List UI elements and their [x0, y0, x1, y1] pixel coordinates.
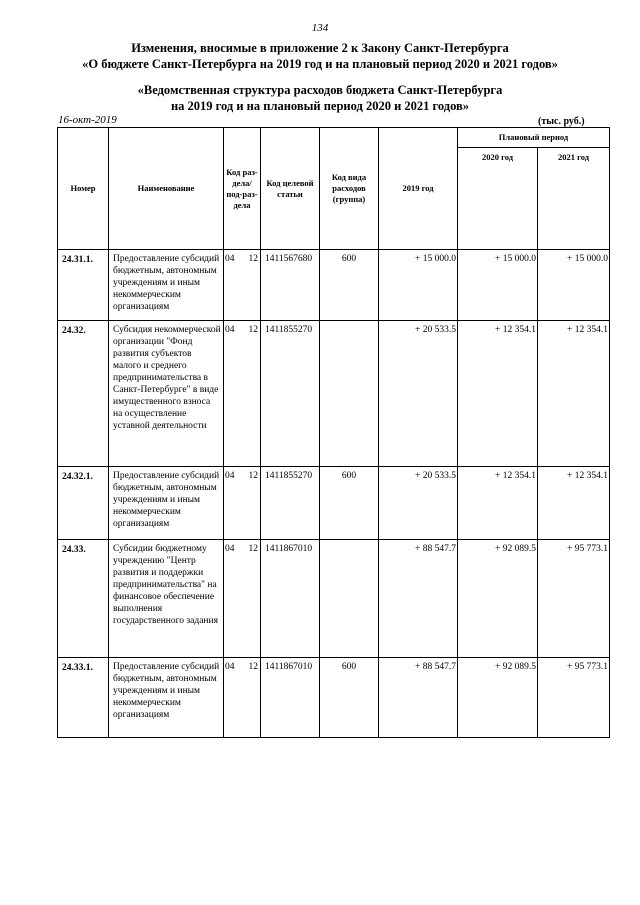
- page-number: 134: [311, 22, 329, 34]
- budget-table: [57, 127, 610, 738]
- row-type: 600: [320, 467, 379, 540]
- row-section: [224, 250, 261, 321]
- row-2020: + 15 000.0: [458, 250, 538, 321]
- table-row: [58, 540, 610, 658]
- row-2020: + 12 354.1: [458, 321, 538, 467]
- section-code: 04: [225, 544, 235, 554]
- row-number: 24.32.1.: [58, 467, 109, 540]
- row-target: 1411567680: [261, 250, 320, 321]
- title-line-2: «О бюджете Санкт-Петербурга на 2019 год и на плановый период 2020 и 2021 годов»: [82, 57, 558, 71]
- units-label: (тыс. руб.): [538, 116, 585, 127]
- row-2020: + 92 089.5: [458, 658, 538, 738]
- row-2020: + 12 354.1: [458, 467, 538, 540]
- row-name: Предоставление субсидий бюджетным, автономным учреждениям и иным некоммерческим организациям: [109, 467, 224, 540]
- document-date: 16-окт-2019: [58, 114, 117, 126]
- row-name: Субсидия некоммерческой организации "Фонд развития субъектов малого и среднего предпринимательства в Санкт-Петербурге" в виде имущественного взноса на осуществление уставной деятельности: [109, 321, 224, 467]
- subtitle-line-1: «Ведомственная структура расходов бюджета Санкт-Петербурга: [137, 83, 503, 97]
- row-number: 24.31.1.: [58, 250, 109, 321]
- row-2020: + 92 089.5: [458, 540, 538, 658]
- row-2021: + 95 773.1: [538, 658, 610, 738]
- row-2019: + 15 000.0: [379, 250, 458, 321]
- col-name-header: Наименование: [109, 128, 224, 250]
- col-type-header: Код вида расходов (группа): [320, 128, 379, 250]
- row-2019: + 88 547.7: [379, 658, 458, 738]
- row-type: 600: [320, 658, 379, 738]
- row-number: 24.33.1.: [58, 658, 109, 738]
- row-section: [224, 321, 261, 467]
- row-type: 600: [320, 250, 379, 321]
- row-name: Субсидии бюджетному учреждению "Центр развития и поддержки предпринимательства" на финансовое обеспечение выполнения государственного задания: [109, 540, 224, 658]
- table-row: [58, 467, 610, 540]
- subsection-code: 12: [248, 544, 258, 554]
- document-title: [0, 40, 640, 72]
- row-section: [224, 540, 261, 658]
- col-number-header: Номер: [58, 128, 109, 250]
- row-2019: + 20 533.5: [379, 467, 458, 540]
- col-target-header: Код целевой статьи: [261, 128, 320, 250]
- table-row: [58, 658, 610, 738]
- row-type: [320, 321, 379, 467]
- col-2019-header: 2019 год: [379, 128, 458, 250]
- section-code: 04: [225, 254, 235, 264]
- col-2020-header: 2020 год: [458, 148, 538, 250]
- subsection-code: 12: [248, 662, 258, 672]
- row-section: [224, 658, 261, 738]
- row-number: 24.33.: [58, 540, 109, 658]
- row-number: 24.32.: [58, 321, 109, 467]
- subsection-code: 12: [248, 471, 258, 481]
- row-target: 1411855270: [261, 321, 320, 467]
- row-target: 1411867010: [261, 658, 320, 738]
- row-section: [224, 467, 261, 540]
- row-type: [320, 540, 379, 658]
- document-subtitle: [0, 82, 640, 114]
- section-code: 04: [225, 471, 235, 481]
- col-planned-header: Плановый период: [458, 128, 610, 148]
- row-2021: + 15 000.0: [538, 250, 610, 321]
- row-2021: + 12 354.1: [538, 467, 610, 540]
- section-code: 04: [225, 662, 235, 672]
- table-row: [58, 250, 610, 321]
- row-2021: + 12 354.1: [538, 321, 610, 467]
- row-target: 1411867010: [261, 540, 320, 658]
- title-line-1: Изменения, вносимые в приложение 2 к Закону Санкт-Петербурга: [131, 41, 509, 55]
- row-name: Предоставление субсидий бюджетным, автономным учреждениям и иным некоммерческим организациям: [109, 250, 224, 321]
- col-2021-header: 2021 год: [538, 148, 610, 250]
- row-name: Предоставление субсидий бюджетным, автономным учреждениям и иным некоммерческим организациям: [109, 658, 224, 738]
- row-2019: + 88 547.7: [379, 540, 458, 658]
- table-row: [58, 321, 610, 467]
- row-2019: + 20 533.5: [379, 321, 458, 467]
- subsection-code: 12: [248, 325, 258, 335]
- row-2021: + 95 773.1: [538, 540, 610, 658]
- subsection-code: 12: [248, 254, 258, 264]
- table-body: [58, 250, 610, 738]
- row-target: 1411855270: [261, 467, 320, 540]
- col-section-header: Код раз-дела/ под-раз-дела: [224, 128, 261, 250]
- section-code: 04: [225, 325, 235, 335]
- subtitle-line-2: на 2019 год и на плановый период 2020 и 2021 годов»: [170, 99, 470, 113]
- table-header: [58, 128, 610, 250]
